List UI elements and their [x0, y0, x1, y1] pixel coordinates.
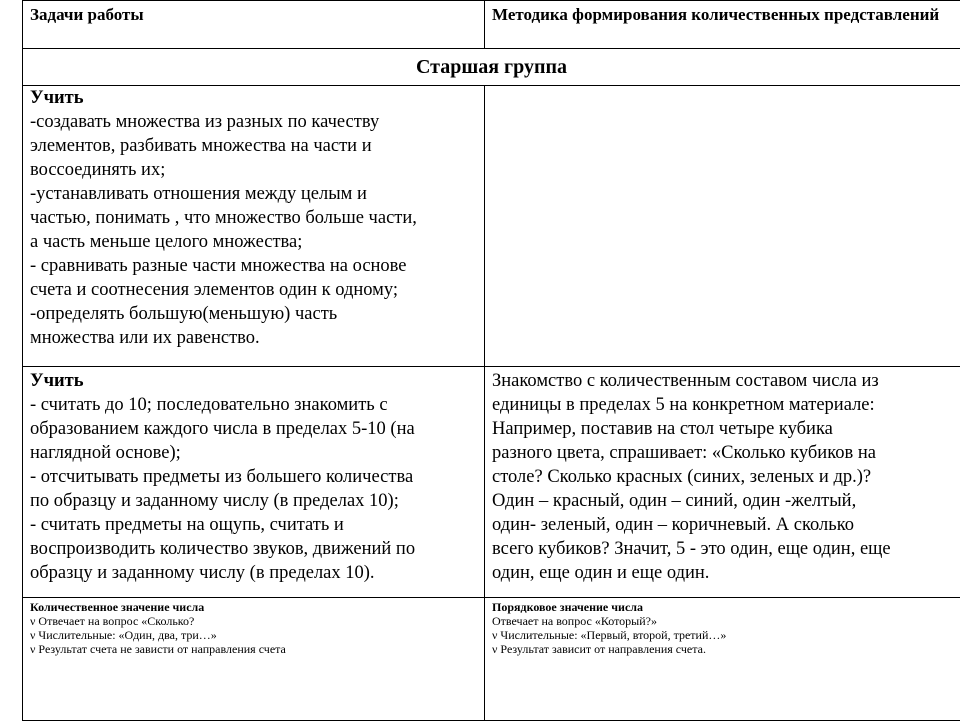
quantitative-line: ν Результат счета не зависти от направления счета [30, 642, 480, 656]
methodology-table [22, 0, 960, 721]
group-title-text: Старшая группа [416, 56, 567, 78]
section2-line: - считать до 10; последовательно знакомить с [30, 393, 480, 417]
section2-right-line: единицы в пределах 5 на конкретном материале: [492, 393, 950, 417]
section2-heading: Учить [30, 369, 480, 393]
section2-line: - отсчитывать предметы из большего количества [30, 465, 480, 489]
header-methodology-label: Методика формирования количественных представлений [492, 5, 939, 24]
ordinal-heading: Порядковое значение числа [492, 600, 956, 614]
quantitative-line: ν Отвечает на вопрос «Сколько? [30, 614, 480, 628]
ordinal-line: ν Числительные: «Первый, второй, третий…» [492, 628, 956, 642]
section1-line: элементов, разбивать множества на части и [30, 134, 480, 158]
ordinal-line: ν Результат зависит от направления счета. [492, 642, 956, 656]
section1-line: воссоединять их; [30, 158, 480, 182]
section2-line: по образцу и заданному числу (в пределах 10); [30, 489, 480, 513]
section1-line: множества или их равенство. [30, 326, 480, 350]
section1-line: счета и соотнесения элементов один к одному; [30, 278, 480, 302]
section2-row [23, 367, 960, 598]
section2-line: наглядной основе); [30, 441, 480, 465]
section2-right-line: разного цвета, спрашивает: «Сколько кубиков на [492, 441, 950, 465]
section2-line: образованием каждого числа в пределах 5-10 (на [30, 417, 480, 441]
group-title [23, 49, 960, 86]
section1-line: -устанавливать отношения между целым и [30, 182, 480, 206]
section2-right-line: столе? Сколько красных (синих, зеленых и др.)? [492, 465, 950, 489]
section2-left-cell [23, 367, 485, 598]
section1-line: - сравнивать разные части множества на основе [30, 254, 480, 278]
header-row [23, 1, 960, 49]
section1-right-cell [485, 86, 960, 367]
header-tasks-label: Задачи работы [30, 5, 144, 24]
section2-right-cell [485, 367, 960, 598]
section2-line: воспроизводить количество звуков, движений по [30, 537, 480, 561]
section1-left-cell [23, 86, 485, 367]
section2-right-line: всего кубиков? Значит, 5 - это один, еще один, еще [492, 537, 950, 561]
section1-line: -создавать множества из разных по качеству [30, 110, 480, 134]
group-row [23, 49, 960, 86]
section1-heading: Учить [30, 86, 480, 110]
header-tasks [23, 1, 485, 49]
quantitative-line: ν Числительные: «Один, два, три…» [30, 628, 480, 642]
section2-right-line: Например, поставив на стол четыре кубика [492, 417, 950, 441]
section1-row [23, 86, 960, 367]
section2-right-line: один, еще один и еще один. [492, 561, 950, 585]
section2-line: образцу и заданному числу (в пределах 10). [30, 561, 480, 585]
ordinal-line: Отвечает на вопрос «Который?» [492, 614, 956, 628]
section1-line: -определять большую(меньшую) часть [30, 302, 480, 326]
section3-left-cell [23, 598, 485, 721]
section3-row [23, 598, 960, 721]
section3-right-cell [485, 598, 960, 721]
section2-right-line: Один – красный, один – синий, один -желтый, [492, 489, 950, 513]
quantitative-heading: Количественное значение числа [30, 600, 480, 614]
section1-line: частью, понимать , что множество больше части, [30, 206, 480, 230]
header-methodology [485, 1, 960, 49]
section1-line: а часть меньше целого множества; [30, 230, 480, 254]
section2-right-line: Знакомство с количественным составом числа из [492, 369, 950, 393]
section2-right-line: один- зеленый, один – коричневый. А сколько [492, 513, 950, 537]
section2-line: - считать предметы на ощупь, считать и [30, 513, 480, 537]
